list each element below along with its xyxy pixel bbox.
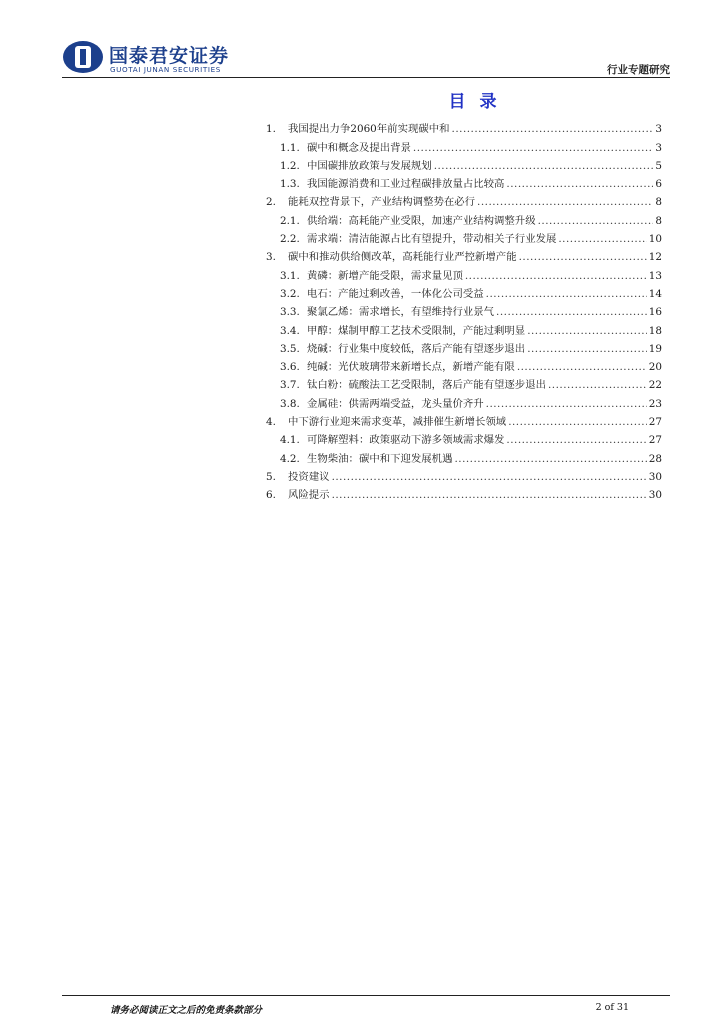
- report-type-label: 行业专题研究: [607, 64, 670, 76]
- toc-entry-page: 8: [655, 214, 662, 227]
- toc-dot-leader: [454, 452, 646, 466]
- company-name-cn: 国泰君安证券: [109, 45, 230, 67]
- toc-entry-title: 供给端：高耗能产业受限，加速产业结构调整升级: [307, 214, 536, 227]
- toc-dot-leader: [519, 250, 647, 264]
- toc-entry[interactable]: [266, 228, 662, 246]
- toc-entry-page: 6: [655, 178, 662, 191]
- toc-entry-number: 3.4.: [280, 324, 300, 337]
- toc-dot-leader: [527, 324, 647, 338]
- toc-entry-number: 6.: [266, 489, 276, 502]
- toc-dot-leader: [452, 122, 654, 136]
- toc-entry[interactable]: [266, 283, 662, 301]
- toc-entry[interactable]: [266, 338, 662, 356]
- toc-dot-leader: [477, 195, 653, 209]
- toc-entry-page: 8: [655, 196, 662, 209]
- toc-entry-page: 27: [648, 434, 662, 447]
- toc-entry-number: 3.8.: [280, 397, 300, 410]
- toc-entry-number: 1.3.: [280, 178, 300, 191]
- toc-entry[interactable]: [266, 466, 662, 484]
- toc-entry-number: 1.2.: [280, 159, 300, 172]
- toc-entry-title: 中国碳排放政策与发展规划: [307, 159, 432, 172]
- toc-dot-leader: [434, 159, 654, 173]
- toc-entry-title: 投资建议: [288, 470, 330, 483]
- toc-entry-number: 3.2.: [280, 287, 300, 300]
- toc-entry-page: 23: [648, 397, 662, 410]
- page-number: 2 of 31: [595, 1002, 629, 1013]
- toc-entry[interactable]: [266, 429, 662, 447]
- toc-entry-title: 纯碱：光伏玻璃带来新增长点，新增产能有限: [307, 361, 515, 374]
- toc-entry[interactable]: [266, 392, 662, 410]
- toc-entry-page: 3: [655, 123, 662, 136]
- toc-entry-title: 黄磷：新增产能受限，需求量见顶: [307, 269, 463, 282]
- footer-disclaimer: 请务必阅读正文之后的免责条款部分: [110, 1005, 263, 1016]
- toc-dot-leader: [486, 287, 647, 301]
- toc-entry-page: 30: [648, 489, 662, 502]
- toc-entry-page: 3: [655, 141, 662, 154]
- footer-divider: [62, 995, 670, 996]
- toc-entry[interactable]: [266, 264, 662, 282]
- toc-entry-number: 3.5.: [280, 342, 300, 355]
- toc-entry-title: 风险提示: [288, 489, 330, 502]
- toc-entry[interactable]: [266, 411, 662, 429]
- toc-entry-number: 3.1.: [280, 269, 300, 282]
- toc-entry-page: 19: [648, 342, 662, 355]
- toc-entry[interactable]: [266, 155, 662, 173]
- toc-entry[interactable]: [266, 374, 662, 392]
- toc-entry-title: 碳中和推动供给侧改革，高耗能行业严控新增产能: [288, 251, 517, 264]
- toc-entry[interactable]: [266, 191, 662, 209]
- toc-entry-page: 28: [648, 452, 662, 465]
- toc-entry-page: 5: [655, 159, 662, 172]
- toc-entry[interactable]: [266, 209, 662, 227]
- toc-entry[interactable]: [266, 447, 662, 465]
- toc-entry-title: 电石：产能过剩改善，一体化公司受益: [307, 287, 484, 300]
- toc-dot-leader: [527, 342, 647, 356]
- toc-entry-page: 12: [648, 251, 662, 264]
- toc-entry-title: 碳中和概念及提出背景: [307, 141, 411, 154]
- toc-dot-leader: [538, 214, 654, 228]
- toc-entry[interactable]: [266, 118, 662, 136]
- table-of-contents: [266, 118, 662, 502]
- company-name-en: GUOTAI JUNAN SECURITIES: [110, 65, 221, 74]
- toc-dot-leader: [332, 470, 647, 484]
- toc-entry-number: 4.1.: [280, 434, 300, 447]
- toc-entry-number: 2.1.: [280, 214, 300, 227]
- toc-dot-leader: [496, 305, 647, 319]
- toc-entry-page: 10: [648, 233, 662, 246]
- toc-entry-page: 16: [648, 306, 662, 319]
- toc-entry[interactable]: [266, 301, 662, 319]
- toc-entry-page: 20: [648, 361, 662, 374]
- toc-entry-title: 中下游行业迎来需求变革，减排催生新增长领域: [288, 416, 507, 429]
- toc-dot-leader: [413, 141, 653, 155]
- toc-title: 目 录: [448, 92, 501, 112]
- header-divider: [62, 77, 670, 78]
- toc-entry-page: 22: [648, 379, 662, 392]
- toc-entry-title: 甲醇：煤制甲醇工艺技术受限制，产能过剩明显: [307, 324, 526, 337]
- toc-dot-leader: [548, 378, 647, 392]
- toc-entry-number: 1.: [266, 123, 276, 136]
- toc-dot-leader: [332, 488, 647, 502]
- toc-entry-title: 聚氯乙烯：需求增长，有望维持行业景气: [307, 306, 495, 319]
- toc-entry-title: 我国提出力争2060年前实现碳中和: [288, 123, 450, 136]
- toc-entry-title: 钛白粉：硫酸法工艺受限制，落后产能有望逐步退出: [307, 379, 546, 392]
- toc-dot-leader: [558, 232, 646, 246]
- toc-entry-title: 需求端：清洁能源占比有望提升，带动相关子行业发展: [307, 233, 557, 246]
- toc-entry[interactable]: [266, 319, 662, 337]
- toc-entry-page: 14: [648, 287, 662, 300]
- toc-dot-leader: [486, 397, 647, 411]
- toc-entry-number: 3.7.: [280, 379, 300, 392]
- toc-dot-leader: [506, 177, 653, 191]
- toc-entry[interactable]: [266, 173, 662, 191]
- toc-entry-title: 我国能源消费和工业过程碳排放量占比较高: [307, 178, 505, 191]
- company-logo: [62, 40, 282, 76]
- toc-entry-page: 13: [648, 269, 662, 282]
- toc-entry[interactable]: [266, 136, 662, 154]
- toc-entry-title: 烧碱：行业集中度较低，落后产能有望逐步退出: [307, 342, 526, 355]
- toc-dot-leader: [506, 433, 646, 447]
- toc-entry-number: 3.3.: [280, 306, 300, 319]
- toc-entry-title: 可降解塑料：政策驱动下游多领域需求爆发: [307, 434, 505, 447]
- toc-entry-page: 27: [648, 416, 662, 429]
- toc-entry-number: 5.: [266, 470, 276, 483]
- toc-entry-number: 3.6.: [280, 361, 300, 374]
- toc-entry-page: 30: [648, 470, 662, 483]
- toc-dot-leader: [465, 269, 647, 283]
- toc-entry[interactable]: [266, 356, 662, 374]
- logo-emblem-icon: [62, 40, 104, 74]
- toc-entry-number: 2.: [266, 196, 276, 209]
- toc-entry-page: 18: [648, 324, 662, 337]
- toc-entry-number: 3.: [266, 251, 276, 264]
- toc-entry-number: 2.2.: [280, 233, 300, 246]
- toc-dot-leader: [517, 360, 647, 374]
- toc-entry-number: 4.: [266, 416, 276, 429]
- toc-entry[interactable]: [266, 484, 662, 502]
- toc-entry[interactable]: [266, 246, 662, 264]
- toc-entry-number: 1.1.: [280, 141, 300, 154]
- toc-entry-title: 生物柴油：碳中和下迎发展机遇: [307, 452, 453, 465]
- toc-entry-number: 4.2.: [280, 452, 300, 465]
- toc-entry-title: 金属硅：供需两端受益，龙头量价齐升: [307, 397, 484, 410]
- toc-dot-leader: [508, 415, 647, 429]
- toc-entry-title: 能耗双控背景下，产业结构调整势在必行: [288, 196, 476, 209]
